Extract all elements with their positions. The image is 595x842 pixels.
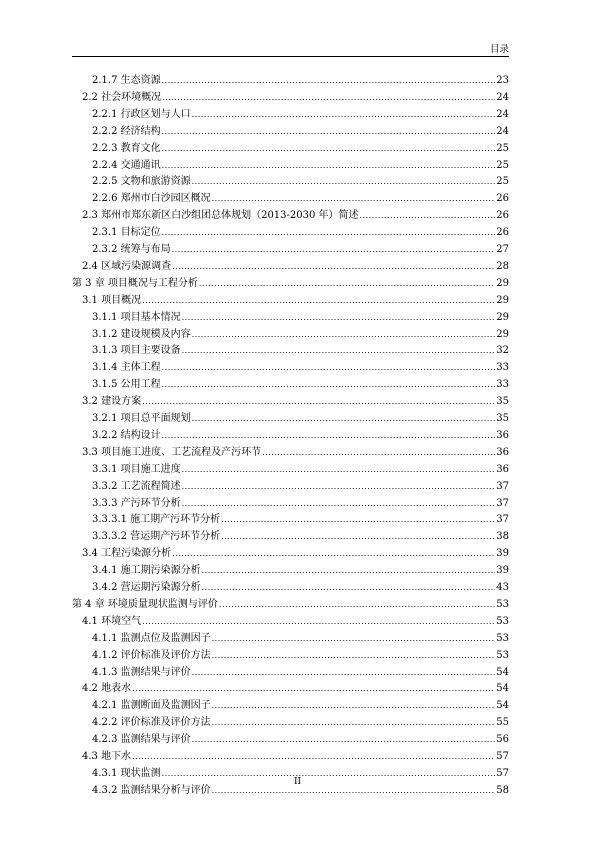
- toc-dot-leader: [162, 126, 496, 138]
- toc-entry-page: 36: [496, 429, 509, 441]
- toc-entry-title: 2.3.1 目标定位: [92, 227, 161, 239]
- toc-dot-leader: [221, 531, 495, 543]
- toc-entry[interactable]: [92, 715, 509, 729]
- toc-dot-leader: [192, 329, 496, 341]
- toc-entry-title: 2.2.2 经济结构: [92, 125, 161, 137]
- toc-entry-title: 3.1.1 项目基本情况: [92, 311, 181, 323]
- toc-entry-page: 35: [496, 413, 509, 424]
- toc-entry[interactable]: [92, 191, 509, 205]
- toc-entry-page: 53: [496, 615, 509, 627]
- toc-entry-title: 4.1.2 评价标准及评价方法: [92, 649, 211, 661]
- toc-entry-page: 35: [496, 396, 509, 408]
- toc-entry-title: 4.3.1 现状监测: [92, 767, 161, 779]
- toc-dot-leader: [162, 430, 496, 442]
- toc-dot-leader: [212, 633, 496, 645]
- toc-entry[interactable]: [82, 208, 509, 222]
- toc-entry-page: 36: [496, 446, 509, 458]
- toc-dot-leader: [192, 413, 496, 425]
- toc-dot-leader: [182, 464, 496, 476]
- toc-entry[interactable]: [92, 580, 509, 594]
- toc-entry[interactable]: [92, 648, 509, 662]
- toc-entry-title: 3.4.2 营运期污染源分析: [92, 582, 201, 593]
- toc-entry-page: 29: [496, 294, 509, 306]
- toc-entry-page: 33: [496, 379, 509, 391]
- toc-entry[interactable]: [82, 394, 509, 408]
- toc-entry[interactable]: [92, 411, 509, 425]
- toc-dot-leader: [221, 514, 495, 526]
- toc-entry-title: 3.3.3.2 营运期产污环节分析: [92, 531, 221, 543]
- toc-entry-page: 57: [496, 751, 509, 762]
- toc-entry[interactable]: [92, 698, 509, 712]
- toc-entry[interactable]: [92, 141, 509, 155]
- toc-entry-title: 4.1.3 监测结果与评价: [92, 666, 191, 678]
- toc-dot-leader: [182, 498, 496, 510]
- toc-entry-page: 54: [496, 683, 509, 695]
- toc-entry-title: 2.4 区域污染源调查: [82, 260, 172, 272]
- toc-entry-page: 58: [496, 784, 509, 796]
- toc-entry-title: 2.2.1 行政区划与人口: [92, 108, 191, 120]
- toc-entry[interactable]: [92, 360, 509, 374]
- toc-dot-leader: [262, 447, 495, 459]
- toc-entry-title: 3.2 建设方案: [82, 396, 142, 408]
- toc-dot-leader: [162, 227, 496, 239]
- toc-entry-title: 3.3 项目施工进度、工艺流程及产污环节: [82, 446, 262, 458]
- toc-entry-page: 32: [496, 345, 509, 357]
- toc-dot-leader: [182, 312, 496, 324]
- toc-entry-title: 第 4 章 环境质量现状监测与评价: [72, 598, 218, 610]
- toc-dot-leader: [142, 295, 495, 307]
- toc-dot-leader: [182, 345, 496, 357]
- toc-entry[interactable]: [92, 124, 509, 138]
- toc-dot-leader: [192, 109, 496, 121]
- toc-entry-page: 36: [496, 463, 509, 475]
- toc-entry-page: 39: [496, 565, 509, 577]
- toc-dot-leader: [212, 193, 496, 205]
- toc-entry-page: 39: [496, 548, 509, 560]
- toc-entry[interactable]: [82, 259, 509, 273]
- toc-dot-leader: [162, 75, 496, 87]
- toc-entry[interactable]: [92, 428, 509, 442]
- toc-entry-title: 4.3 地下水: [82, 751, 132, 762]
- toc-entry-page: 24: [496, 125, 509, 137]
- toc-entry-page: 55: [496, 717, 509, 729]
- toc-dot-leader: [212, 717, 496, 729]
- toc-entry-title: 3.4 工程污染源分析: [82, 548, 172, 560]
- toc-entry[interactable]: [92, 310, 509, 324]
- page-number: II: [293, 777, 302, 787]
- toc-entry-page: 25: [496, 159, 509, 171]
- toc-dot-leader: [202, 565, 496, 577]
- toc-entry[interactable]: [82, 546, 509, 560]
- toc-entry-title: 2.3 郑州市郑东新区白沙组团总体规划（2013-2030 年）简述: [82, 210, 359, 222]
- toc-dot-leader: [142, 616, 495, 628]
- toc-dot-leader: [192, 667, 496, 679]
- toc-entry-page: 53: [496, 598, 509, 610]
- toc-entry[interactable]: [92, 529, 509, 543]
- toc-entry-title: 3.3.1 项目施工进度: [92, 463, 181, 475]
- toc-dot-leader: [172, 244, 496, 256]
- toc-entry[interactable]: [92, 225, 509, 239]
- toc-entry-page: 29: [496, 328, 509, 340]
- toc-entry[interactable]: [82, 614, 509, 628]
- toc-entry[interactable]: [92, 73, 509, 87]
- toc-entry[interactable]: [82, 749, 509, 763]
- toc-entry[interactable]: [92, 242, 509, 256]
- toc-dot-leader: [162, 362, 496, 374]
- toc-entry-title: 2.2.3 教育文化: [92, 142, 161, 154]
- toc-entry-page: 37: [496, 514, 509, 526]
- toc-dot-leader: [212, 650, 496, 662]
- toc-entry[interactable]: [92, 107, 509, 121]
- toc-entry-title: 4.1.1 监测点位及监测因子: [92, 632, 211, 644]
- toc-entry-page: 26: [496, 210, 509, 222]
- toc-dot-leader: [360, 210, 496, 222]
- toc-entry-title: 2.2.6 郑州市白沙园区概况: [92, 193, 211, 205]
- toc-entry-title: 3.2.2 结构设计: [92, 429, 161, 441]
- toc-entry[interactable]: [92, 479, 509, 493]
- toc-entry-title: 3.4.1 施工期污染源分析: [92, 565, 201, 577]
- toc-entry[interactable]: [92, 377, 509, 391]
- toc-entry-page: 23: [496, 75, 509, 86]
- toc-entry[interactable]: [92, 462, 509, 476]
- toc-entry[interactable]: [72, 597, 509, 611]
- toc-dot-leader: [212, 700, 496, 712]
- toc-entry-title: 4.3.2 监测结果分析与评价: [92, 784, 211, 796]
- toc-entry[interactable]: [92, 343, 509, 357]
- toc-entry-page: 24: [496, 108, 509, 120]
- toc-entry-title: 4.2.2 评价标准及评价方法: [92, 717, 211, 729]
- toc-dot-leader: [162, 143, 496, 155]
- toc-dot-leader: [132, 683, 495, 695]
- toc-dot-leader: [182, 481, 496, 493]
- toc-entry-title: 4.2 地表水: [82, 683, 132, 695]
- toc-entry-page: 37: [496, 480, 509, 492]
- toc-dot-leader: [202, 582, 496, 594]
- toc-entry-title: 3.2.1 项目总平面规划: [92, 413, 191, 424]
- toc-entry[interactable]: [82, 293, 509, 307]
- toc-entry-page: 53: [496, 632, 509, 644]
- toc-entry-title: 3.3.2 工艺流程简述: [92, 480, 181, 492]
- toc-entry-page: 33: [496, 362, 509, 374]
- toc-entry[interactable]: [92, 496, 509, 510]
- toc-entry[interactable]: [92, 512, 509, 526]
- toc-dot-leader: [162, 379, 496, 391]
- toc-entry[interactable]: [92, 631, 509, 645]
- toc-entry-page: 25: [496, 176, 509, 188]
- toc-entry-page: 53: [496, 649, 509, 661]
- toc-entry[interactable]: [82, 445, 509, 459]
- toc-entry[interactable]: [92, 327, 509, 341]
- toc-dot-leader: [192, 176, 496, 188]
- toc-entry-title: 2.3.2 统筹与布局: [92, 244, 171, 255]
- toc-entry-title: 第 3 章 项目概况与工程分析: [72, 277, 198, 289]
- toc-entry-title: 2.2 社会环境概况: [82, 91, 162, 103]
- toc-entry-title: 3.1 项目概况: [82, 294, 142, 306]
- toc-entry-page: 27: [496, 244, 509, 255]
- header-divider: [72, 56, 509, 57]
- toc-entry-page: 43: [496, 582, 509, 593]
- toc-entry-title: 3.1.2 建设规模及内容: [92, 328, 191, 340]
- toc-entry[interactable]: [92, 174, 509, 188]
- running-header: 目录: [489, 44, 509, 55]
- toc-entry-title: 2.2.4 交通通讯: [92, 159, 161, 171]
- toc-entry-page: 54: [496, 700, 509, 712]
- toc-entry-title: 3.3.3.1 施工期产污环节分析: [92, 514, 221, 526]
- toc-dot-leader: [142, 396, 495, 408]
- toc-entry-page: 29: [496, 277, 509, 289]
- toc-dot-leader: [172, 261, 495, 273]
- toc-entry-page: 56: [496, 734, 509, 746]
- toc-entry-page: 25: [496, 142, 509, 154]
- toc-entry-page: 28: [496, 260, 509, 272]
- toc-entry-title: 2.1.7 生态资源: [92, 75, 161, 86]
- toc-entry[interactable]: [92, 732, 509, 746]
- toc-entry-title: 3.1.4 主体工程: [92, 362, 161, 374]
- toc-entry-page: 26: [496, 193, 509, 205]
- toc-entry-page: 54: [496, 666, 509, 678]
- toc-entry[interactable]: [82, 681, 509, 695]
- toc-entry[interactable]: [92, 158, 509, 172]
- toc-entry-title: 4.2.1 监测断面及监测因子: [92, 700, 211, 712]
- toc-entry-page: 26: [496, 227, 509, 239]
- toc-dot-leader: [162, 92, 495, 104]
- toc-dot-leader: [219, 599, 495, 611]
- toc-entry-title: 3.1.3 项目主要设备: [92, 345, 181, 357]
- toc-entry-page: 37: [496, 497, 509, 509]
- toc-entry-page: 38: [496, 531, 509, 543]
- toc-entry-title: 4.2.3 监测结果与评价: [92, 734, 191, 746]
- toc-entry-page: 57: [496, 767, 509, 779]
- toc-entry-title: 2.2.5 文物和旅游资源: [92, 176, 191, 188]
- toc-dot-leader: [132, 751, 495, 763]
- toc-entry-page: 24: [496, 91, 509, 103]
- toc-dot-leader: [192, 734, 496, 746]
- toc-entry-title: 3.3.3 产污环节分析: [92, 497, 181, 509]
- toc-entry[interactable]: [92, 563, 509, 577]
- toc-entry-title: 3.1.5 公用工程: [92, 379, 161, 391]
- toc-dot-leader: [162, 160, 496, 172]
- toc-dot-leader: [172, 548, 495, 560]
- toc-dot-leader: [199, 278, 495, 290]
- toc-entry[interactable]: [92, 665, 509, 679]
- toc-entry-title: 4.1 环境空气: [82, 615, 142, 627]
- toc-entry[interactable]: [72, 276, 509, 290]
- toc-entry-page: 29: [496, 311, 509, 323]
- toc-entry[interactable]: [82, 90, 509, 104]
